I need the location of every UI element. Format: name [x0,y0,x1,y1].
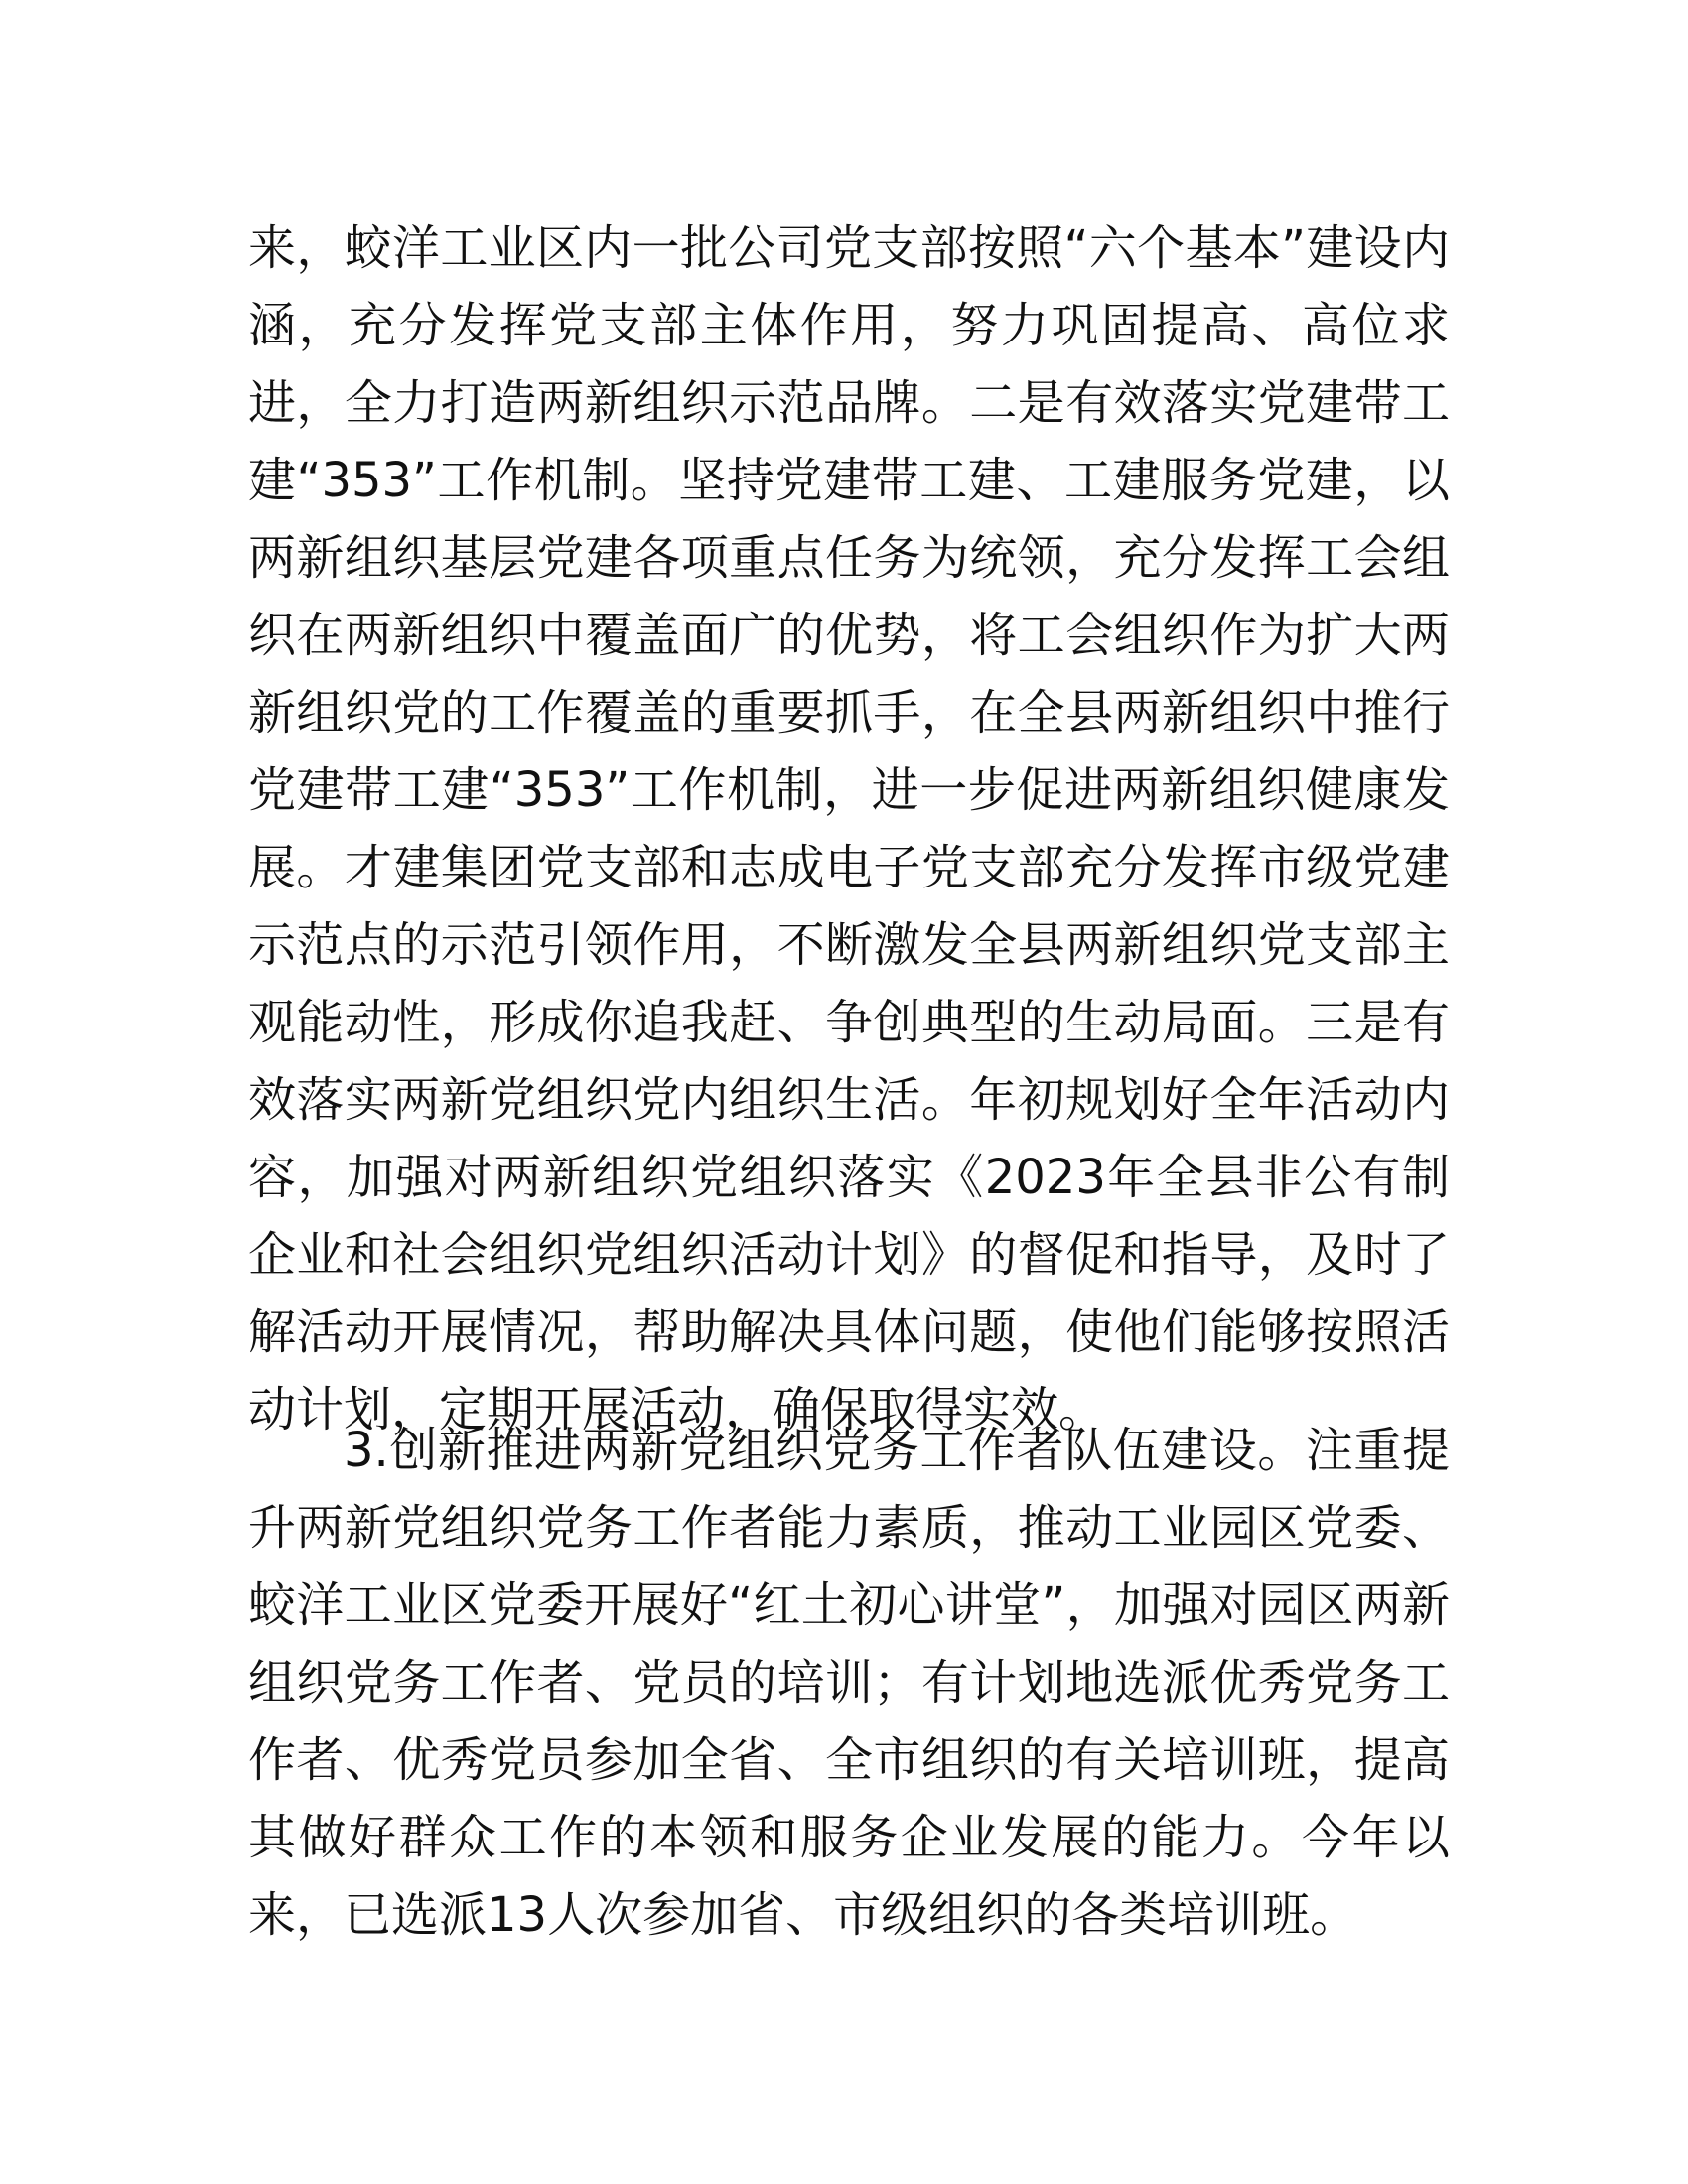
body-paragraph-2: 3.创新推进两新党组织党务工作者队伍建设。注重提升两新党组织党务工作者能力素质，推动工业园区党委、蛟洋工业区党委开展好“红土初心讲堂”，加强对园区两新组织党务工作者、党员的培训；有计划地选派优秀党务工作者、优秀党员参加全省、全市组织的有关培训班，提高其做好群众工作的本领和服务企业发展的能力。今年以来，已选派13人次参加省、市级组织的各类培训班。 [248,1423,1450,1943]
body-paragraph-1: 来，蛟洋工业区内一批公司党支部按照“六个基本”建设内涵，充分发挥党支部主体作用，努力巩固提高、高位求进，全力打造两新组织示范品牌。二是有效落实党建带工建“353”工作机制。坚持党建带工建、工建服务党建，以两新组织基层党建各项重点任务为统领，充分发挥工会组织在两新组织中覆盖面广的优势，将工会组织作为扩大两新组织党的工作覆盖的重要抓手，在全县两新组织中推行党建带工建“353”工作机制，进一步促进两新组织健康发展。才建集团党支部和志成电子党支部充分发挥市级党建示范点的示范引领作用，不断激发全县两新组织党支部主观能动性，形成你追我赶、争创典型的生动局面。三是有效落实两新党组织党内组织生活。年初规划好全年活动内容，加强对两新组织党组织落实《2023年全县非公有制企业和社会组织党组织活动计划》的督促和指导，及时了解活动开展情况，帮助解决具体问题，使他们能够按照活动计划，定期开展活动，确保取得实效。 [248,220,1450,1437]
